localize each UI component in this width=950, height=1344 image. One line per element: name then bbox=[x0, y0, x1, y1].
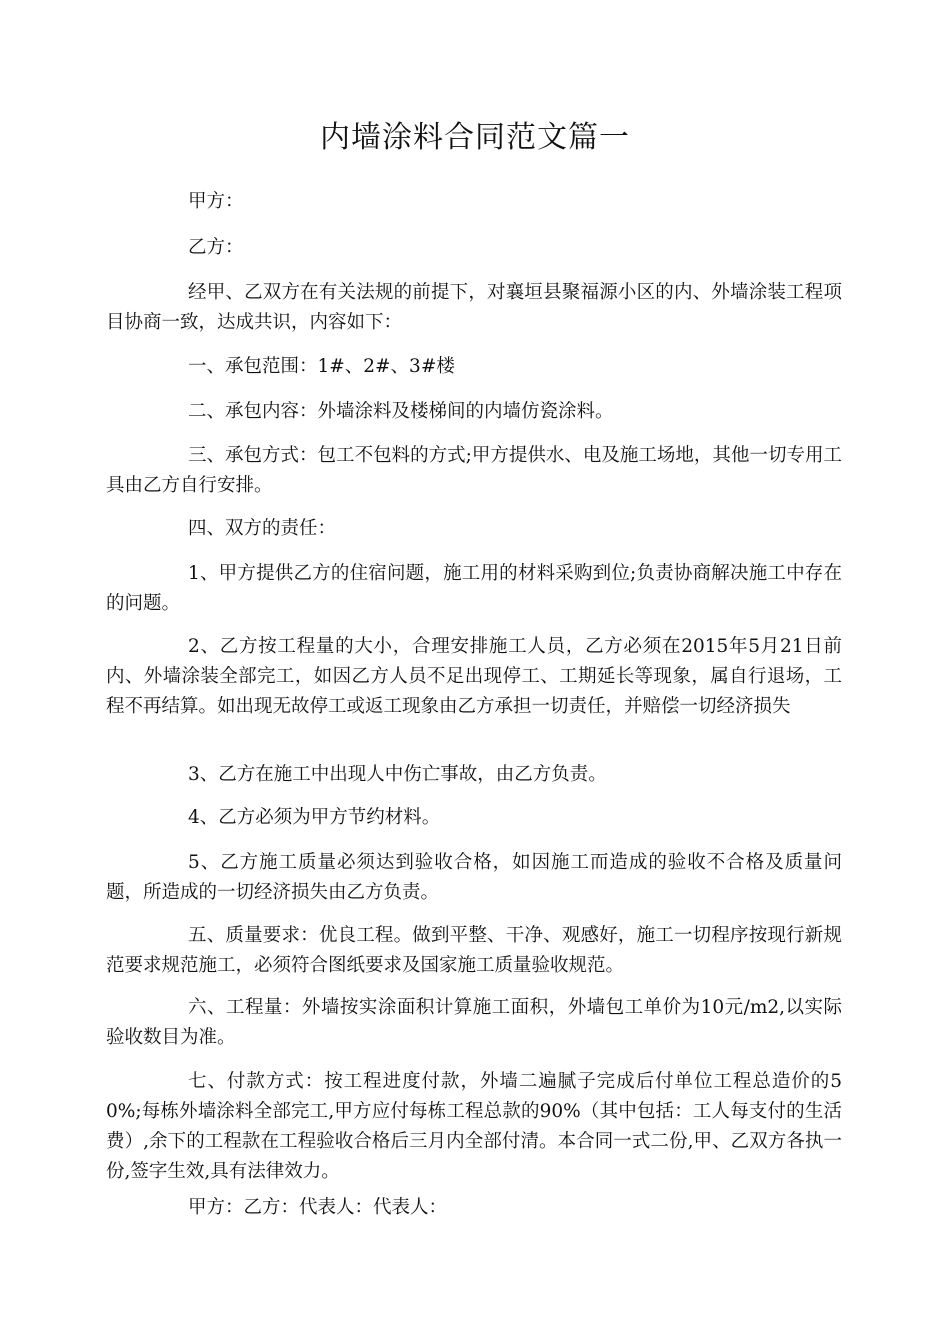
clause-quantity: 六、工程量：外墙按实涂面积计算施工面积，外墙包工单价为10元/m2,以实际验收数目为准。 bbox=[106, 997, 842, 1048]
clause-quality: 五、质量要求：优良工程。做到平整、干净、观感好，施工一切程序按现行新规范要求规范施工，必须符合图纸要求及国家施工质量验收规范。 bbox=[106, 925, 842, 976]
party-a-line: 甲方： bbox=[188, 191, 244, 212]
responsibility-4: 4、乙方必须为甲方节约材料。 bbox=[188, 807, 441, 828]
responsibility-5: 5、乙方施工质量必须达到验收合格，如因施工而造成的验收不合格及质量问题，所造成的一切经济损失由乙方负责。 bbox=[106, 852, 842, 903]
responsibility-2: 2、乙方按工程量的大小，合理安排施工人员，乙方必须在2015年5月21日前内、外墙涂装全部完工，如因乙方人员不足出现停工、工期延长等现象，属自行退场，工程不再结算。如出现无故停工或返工现象由乙方承担一切责任，并赔偿一切经济损失 bbox=[106, 636, 842, 717]
page-title: 内墙涂料合同范文篇一 bbox=[320, 120, 630, 155]
responsibility-3: 3、乙方在施工中出现人中伤亡事故，由乙方负责。 bbox=[188, 764, 607, 785]
clause-payment: 七、付款方式：按工程进度付款，外墙二遍腻子完成后付单位工程总造价的50%;每栋外墙涂料全部完工,甲方应付每栋工程总款的90%（其中包括：工人每支付的生活费）,余下的工程款在工程验收合格后三月内全部付清。本合同一式二份,甲、乙双方各执一份,签字生效,具有法律效力。 bbox=[106, 1071, 842, 1182]
intro-paragraph: 经甲、乙双方在有关法规的前提下，对襄垣县聚福源小区的内、外墙涂装工程项目协商一致，达成共识，内容如下： bbox=[106, 282, 842, 333]
clause-responsibilities-heading: 四、双方的责任： bbox=[188, 518, 337, 539]
clause-method: 三、承包方式：包工不包料的方式;甲方提供水、电及施工场地，其他一切专用工具由乙方自行安排。 bbox=[106, 445, 842, 496]
clause-content: 二、承包内容：外墙涂料及楼梯间的内墙仿瓷涂料。 bbox=[188, 401, 614, 422]
responsibility-1: 1、甲方提供乙方的住宿问题，施工用的材料采购到位;负责协商解决施工中存在的问题。 bbox=[106, 563, 842, 614]
clause-scope: 一、承包范围：1#、2#、3#楼 bbox=[188, 356, 455, 377]
party-b-line: 乙方： bbox=[188, 237, 244, 258]
signature-line: 甲方：乙方：代表人：代表人： bbox=[188, 1197, 448, 1218]
